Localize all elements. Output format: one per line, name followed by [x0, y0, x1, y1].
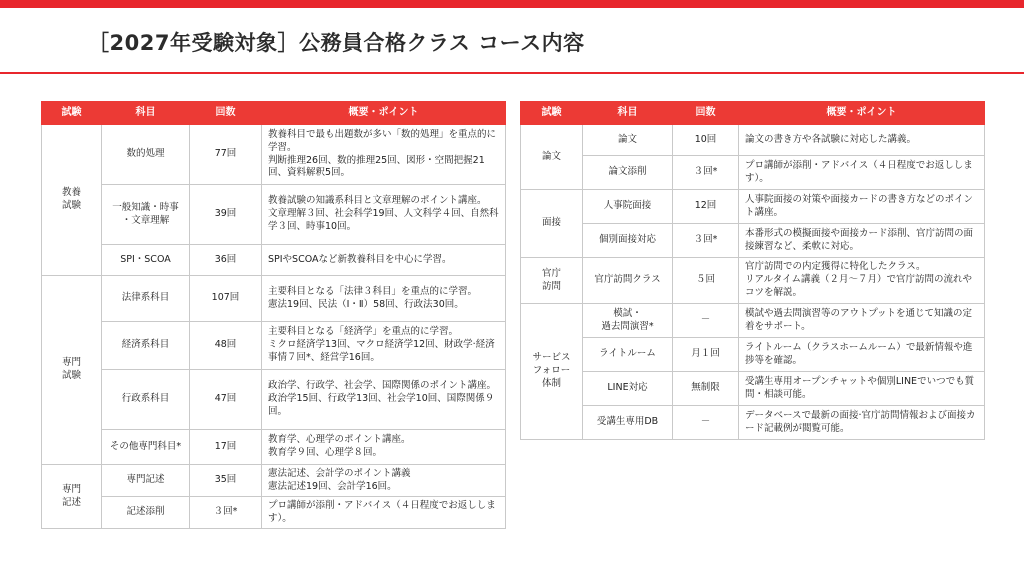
description-cell: 論文の書き方や各試験に対応した講義。: [739, 125, 985, 156]
subject-cell: 官庁訪問クラス: [583, 258, 673, 304]
table-row: [521, 190, 985, 224]
table-row: [42, 497, 506, 529]
subject-cell: 法律系科目: [102, 276, 190, 322]
page-title: ［2027年受験対象］公務員合格クラス コース内容: [88, 31, 585, 55]
table-row: [521, 224, 985, 258]
header-exam: 試験: [521, 102, 583, 125]
table-header-row: [42, 102, 506, 125]
course-table-right: [520, 101, 985, 440]
description-cell: プロ講師が添削・アドバイス（４日程度でお返しします）。: [262, 497, 506, 529]
subject-cell: 論文: [583, 125, 673, 156]
count-cell: 107回: [190, 276, 262, 322]
count-cell: ３回*: [673, 224, 739, 258]
table-row: [42, 370, 506, 430]
count-cell: ３回*: [190, 497, 262, 529]
exam-group-label: 官庁 訪問: [521, 258, 583, 304]
table-row: [521, 258, 985, 304]
header-count: 回数: [190, 102, 262, 125]
count-cell: －: [673, 304, 739, 338]
table-header-row: [521, 102, 985, 125]
table-row: [42, 465, 506, 497]
table-row: [42, 185, 506, 245]
subject-cell: 記述添削: [102, 497, 190, 529]
header-subject: 科目: [102, 102, 190, 125]
course-table-left: [41, 101, 506, 529]
description-cell: SPIやSCOAなど新教養科目を中心に学習。: [262, 245, 506, 276]
exam-group-label: 専門 試験: [42, 276, 102, 465]
subject-cell: 専門記述: [102, 465, 190, 497]
table-row: [521, 338, 985, 372]
exam-group-label: 面接: [521, 190, 583, 258]
subject-cell: 論文添削: [583, 156, 673, 190]
header-overview: 概要・ポイント: [739, 102, 985, 125]
subject-cell: ライトルーム: [583, 338, 673, 372]
description-cell: 憲法記述、会計学のポイント講義 憲法記述19回、会計学16回。: [262, 465, 506, 497]
count-cell: 17回: [190, 430, 262, 465]
exam-group-label: 論文: [521, 125, 583, 190]
count-cell: 月１回: [673, 338, 739, 372]
subject-cell: 一般知識・時事 ・文章理解: [102, 185, 190, 245]
exam-group-label: サービス フォロー 体制: [521, 304, 583, 440]
table-row: [521, 125, 985, 156]
description-cell: 主要科目となる「経済学」を重点的に学習。 ミクロ経済学13回、マクロ経済学12回、財政学·経済事情７回*、経営学16回。: [262, 322, 506, 370]
description-cell: プロ講師が添削・アドバイス（４日程度でお返しします）。: [739, 156, 985, 190]
count-cell: 47回: [190, 370, 262, 430]
count-cell: 39回: [190, 185, 262, 245]
subject-cell: 数的処理: [102, 125, 190, 185]
count-cell: 77回: [190, 125, 262, 185]
count-cell: ５回: [673, 258, 739, 304]
count-cell: －: [673, 406, 739, 440]
description-cell: 官庁訪問での内定獲得に特化したクラス。 リアルタイム講義（２月～７月）で官庁訪問の流れやコツを解説。: [739, 258, 985, 304]
description-cell: 本番形式の模擬面接や面接カード添削、官庁訪問の面接練習など、柔軟に対応。: [739, 224, 985, 258]
subject-cell: 人事院面接: [583, 190, 673, 224]
header-subject: 科目: [583, 102, 673, 125]
description-cell: データベースで最新の面接·官庁訪問情報および面接カード記載例が閲覧可能。: [739, 406, 985, 440]
subject-cell: SPI・SCOA: [102, 245, 190, 276]
table-row: [521, 304, 985, 338]
description-cell: 教養科目で最も出題数が多い「数的処理」を重点的に学習。 判断推理26回、数的推理25回、図形・空間把握21回、資料解釈5回。: [262, 125, 506, 185]
header-count: 回数: [673, 102, 739, 125]
header-overview: 概要・ポイント: [262, 102, 506, 125]
subject-cell: その他専門科目*: [102, 430, 190, 465]
count-cell: 12回: [673, 190, 739, 224]
table-row: [521, 372, 985, 406]
count-cell: ３回*: [673, 156, 739, 190]
description-cell: 模試や過去問演習等のアウトプットを通じて知識の定着をサポート。: [739, 304, 985, 338]
table-row: [521, 406, 985, 440]
table-row: [42, 245, 506, 276]
description-cell: 教養試験の知識系科目と文章理解のポイント講座。 文章理解３回、社会科学19回、人文科学４回、自然科学３回、時事10回。: [262, 185, 506, 245]
header-exam: 試験: [42, 102, 102, 125]
table-row: [42, 322, 506, 370]
table-row: [521, 156, 985, 190]
description-cell: 政治学、行政学、社会学、国際関係のポイント講座。 政治学15回、行政学13回、社会学10回、国際関係９回。: [262, 370, 506, 430]
title-underline: [0, 72, 1024, 74]
count-cell: 無制限: [673, 372, 739, 406]
description-cell: 教育学、心理学のポイント講座。 教育学９回、心理学８回。: [262, 430, 506, 465]
table-row: [42, 125, 506, 185]
subject-cell: LINE対応: [583, 372, 673, 406]
exam-group-label: 専門 記述: [42, 465, 102, 529]
table-row: [42, 276, 506, 322]
table-row: [42, 430, 506, 465]
subject-cell: 模試・ 過去問演習*: [583, 304, 673, 338]
subject-cell: 経済系科目: [102, 322, 190, 370]
description-cell: ライトルーム（クラスホームルーム）で最新情報や進捗等を確認。: [739, 338, 985, 372]
count-cell: 48回: [190, 322, 262, 370]
top-accent-bar: [0, 0, 1024, 8]
subject-cell: 行政系科目: [102, 370, 190, 430]
subject-cell: 受講生専用DB: [583, 406, 673, 440]
subject-cell: 個別面接対応: [583, 224, 673, 258]
count-cell: 35回: [190, 465, 262, 497]
description-cell: 主要科目となる「法律３科目」を重点的に学習。 憲法19回、民法（Ⅰ・Ⅱ）58回、行政法30回。: [262, 276, 506, 322]
description-cell: 受講生専用オープンチャットや個別LINEでいつでも質問・相談可能。: [739, 372, 985, 406]
description-cell: 人事院面接の対策や面接カードの書き方などのポイント講座。: [739, 190, 985, 224]
exam-group-label: 教養 試験: [42, 125, 102, 276]
count-cell: 36回: [190, 245, 262, 276]
count-cell: 10回: [673, 125, 739, 156]
